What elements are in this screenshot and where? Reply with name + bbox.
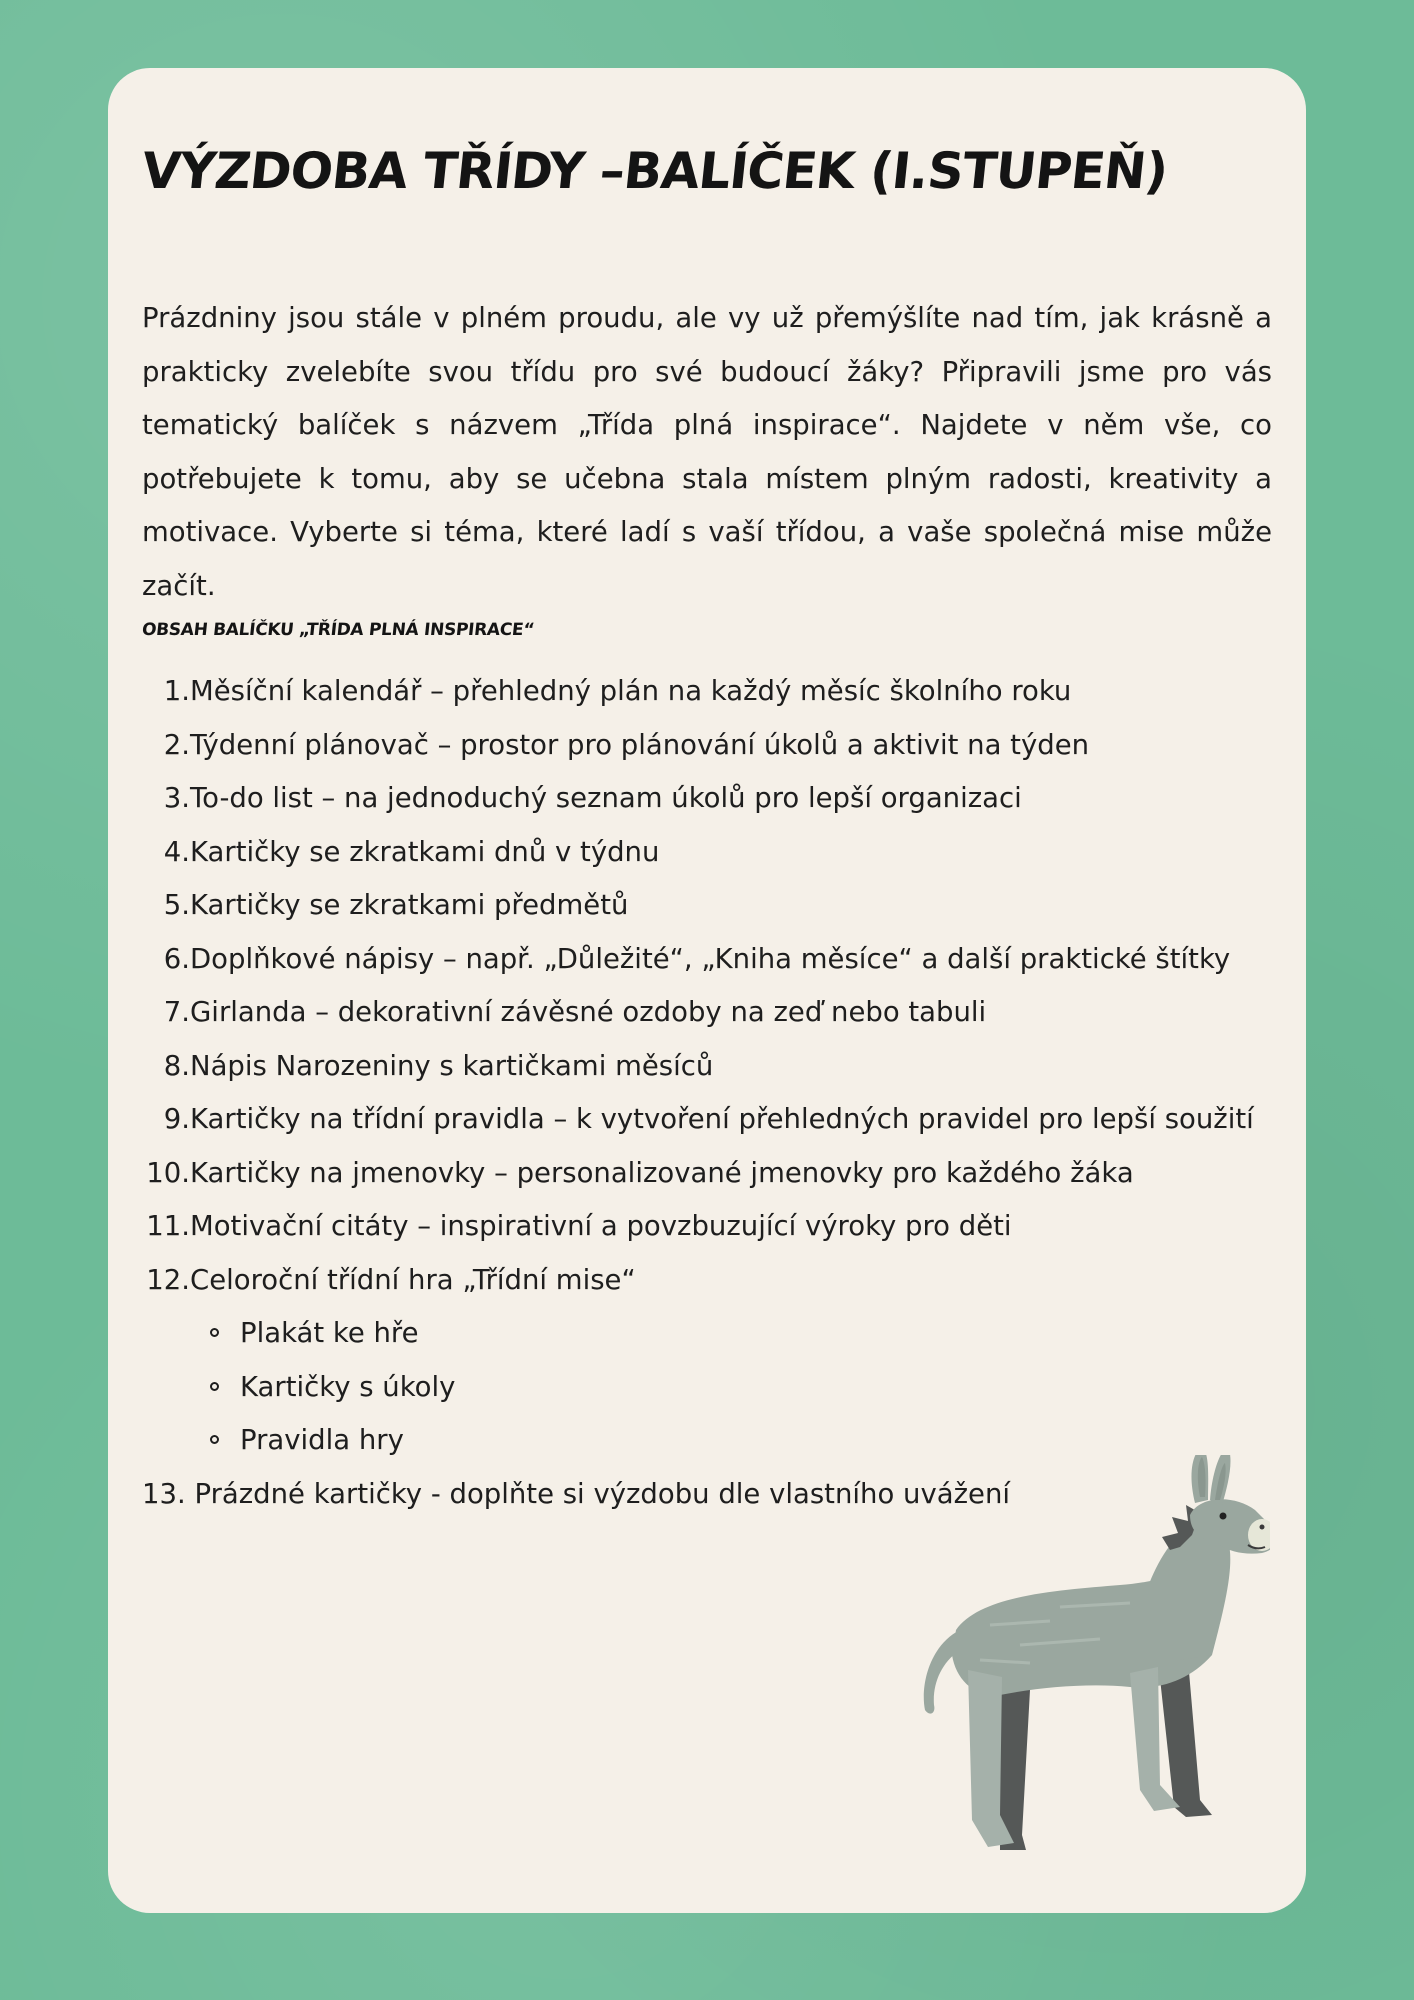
list-item — [142, 933, 1302, 987]
item-text: 13. Prázdné kartičky - doplňte si výzdobu dle vlastního uvážení — [142, 1477, 1011, 1510]
page-title: VÝZDOBA TŘÍDY –BALÍČEK (I.STUPEŇ) — [138, 142, 1171, 200]
list-item — [142, 1040, 1302, 1094]
sub-item-text: Kartičky s úkoly — [240, 1370, 456, 1403]
item-number: 11. — [146, 1210, 190, 1242]
sub-item-text: Plakát ke hře — [240, 1317, 419, 1349]
item-number: 1. — [163, 675, 190, 707]
list-item — [142, 826, 1302, 880]
item-number: 6. — [163, 942, 190, 975]
package-contents-heading: OBSAH BALÍČKU „TŘÍDA PLNÁ INSPIRACE“ — [140, 620, 536, 640]
item-number: 8. — [163, 1049, 190, 1082]
item-text: Motivační citáty – inspirativní a povzbuzující výroky pro děti — [190, 1210, 1012, 1242]
item-number: 12. — [146, 1263, 190, 1296]
item-text: Celoroční třídní hra „Třídní mise“ — [190, 1263, 636, 1296]
donkey-illustration — [890, 1455, 1270, 1855]
list-item — [142, 1254, 1302, 1308]
circle-bullet-icon — [210, 1382, 219, 1391]
sub-list-item — [142, 1361, 1302, 1415]
list-item — [142, 986, 1302, 1040]
item-text: Nápis Narozeniny s kartičkami měsíců — [190, 1049, 714, 1082]
item-text: Týdenní plánovač – prostor pro plánování úkolů a aktivit na týden — [190, 728, 1090, 761]
list-item — [142, 665, 1302, 719]
item-number: 9. — [163, 1103, 190, 1135]
package-contents-list — [142, 665, 1302, 1521]
item-text: Doplňkové nápisy – např. „Důležité“, „Kniha měsíce“ a další praktické štítky — [190, 942, 1231, 975]
item-number: 3. — [163, 782, 190, 814]
circle-bullet-icon — [210, 1328, 219, 1337]
item-text: Girlanda – dekorativní závěsné ozdoby na zeď nebo tabuli — [190, 996, 987, 1028]
item-text: Měsíční kalendář – přehledný plán na každý měsíc školního roku — [190, 675, 1072, 707]
list-item — [142, 1200, 1302, 1254]
sub-list-item — [142, 1307, 1302, 1361]
item-number: 7. — [163, 996, 190, 1028]
list-item — [142, 719, 1302, 773]
item-text: To-do list – na jednoduchý seznam úkolů pro lepší organizaci — [190, 782, 1022, 814]
item-number: 2. — [163, 728, 190, 761]
list-item — [142, 1147, 1302, 1201]
item-text: Kartičky na třídní pravidla – k vytvoření přehledných pravidel pro lepší soužití — [190, 1103, 1254, 1135]
list-item — [142, 772, 1302, 826]
item-text: Kartičky se zkratkami dnů v týdnu — [190, 835, 660, 868]
sub-item-text: Pravidla hry — [240, 1424, 404, 1456]
item-number: 10. — [146, 1156, 190, 1189]
item-number: 5. — [163, 889, 190, 921]
list-item — [142, 879, 1302, 933]
intro-paragraph: Prázdniny jsou stále v plném proudu, ale vy už přemýšlíte nad tím, jak krásně a prakticky zvelebíte svou třídu pro své budoucí žáky? Připravili jsme pro vás tematický balíček s názvem „Třída plná inspirace“. Najdete v něm vše, co potřebujete k tomu, aby se učebna stala místem plným radosti, kreativity a motivace. Vyberte si téma, které ladí s vaší třídou, a vaše společná mise může začít. — [142, 302, 1272, 602]
item-text: Kartičky se zkratkami předmětů — [190, 889, 629, 921]
circle-bullet-icon — [210, 1435, 219, 1444]
item-text: Kartičky na jmenovky – personalizované jmenovky pro každého žáka — [190, 1156, 1134, 1189]
list-item — [142, 1093, 1302, 1147]
item-number: 4. — [163, 835, 190, 868]
